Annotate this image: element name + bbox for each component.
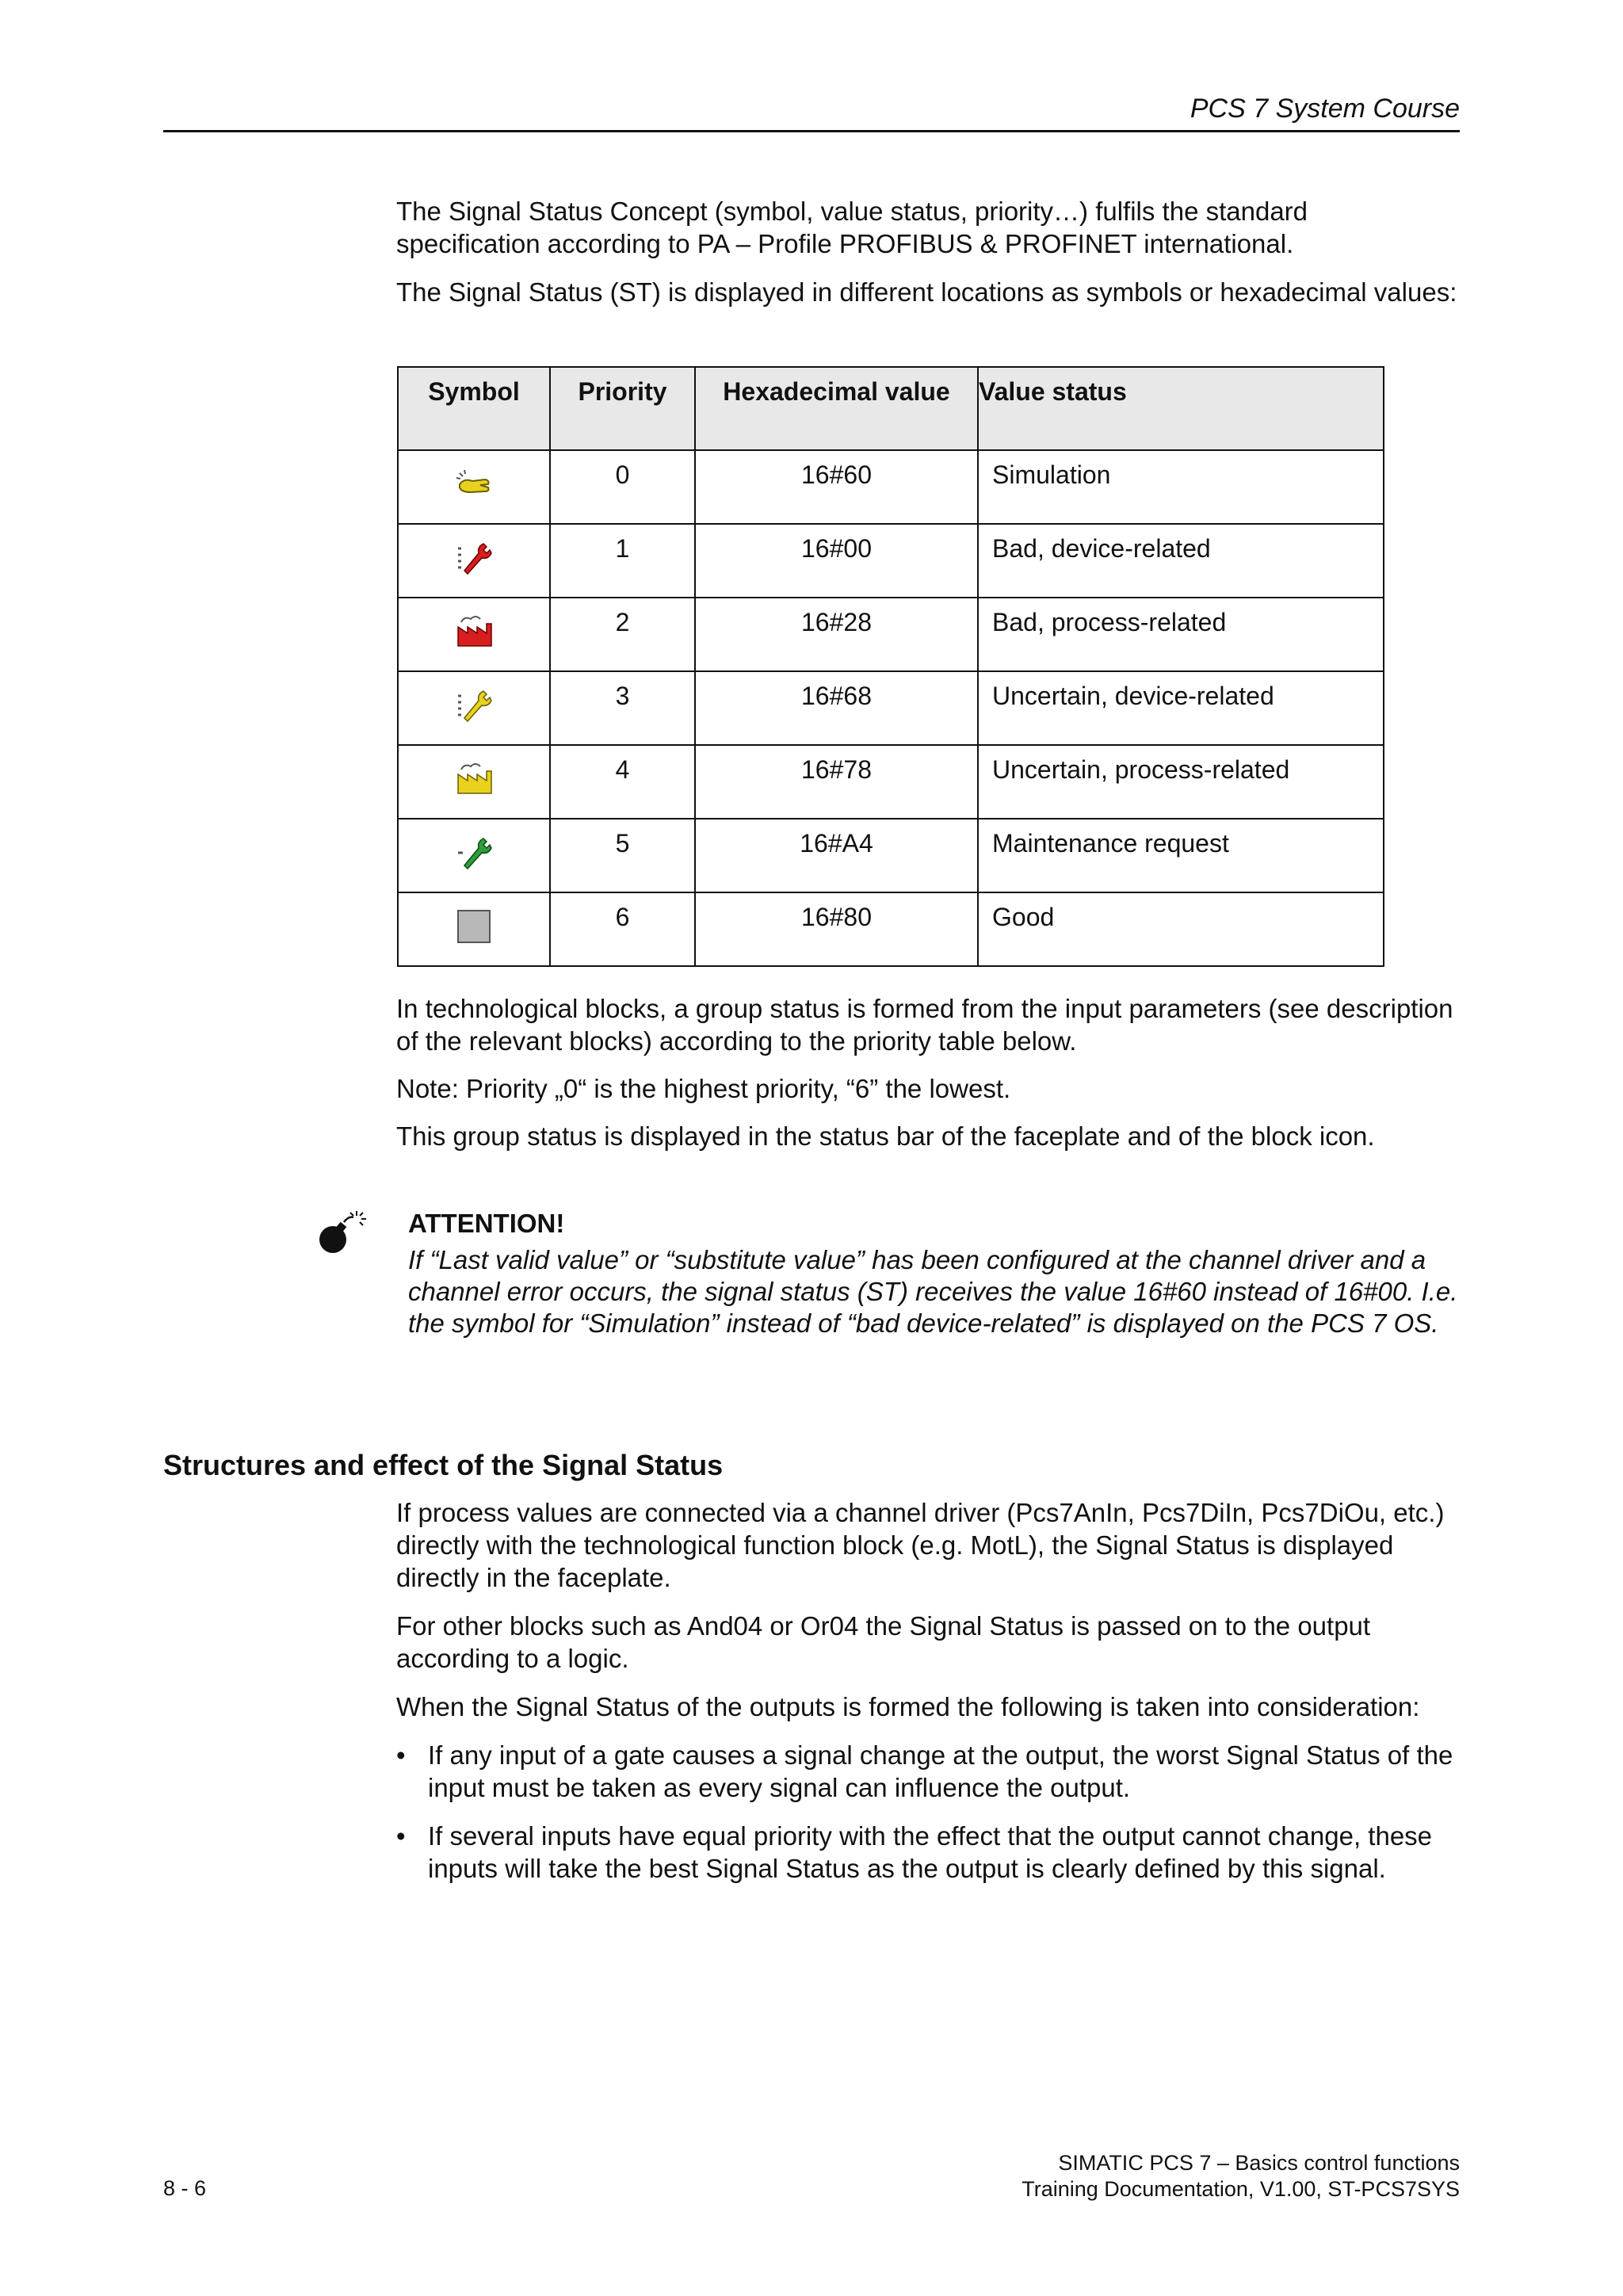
table-header-row [398,367,1384,450]
uncertain-process-factory-icon [453,758,495,800]
priority-cell: 2 [550,598,695,671]
priority-cell: 5 [550,819,695,892]
section-paragraph-3: When the Signal Status of the outputs is formed the following is taken into consideration: [396,1692,1420,1721]
structures-section [396,1496,1458,1901]
after-paragraph-1: In technological blocks, a group status is formed from the input parameters (see description of the relevant blocks) according to the priority table below. [396,994,1453,1056]
attention-body: If “Last valid value” or “substitute value” has been configured at the channel driver and a channel error occurs, the signal status (ST) receives the value 16#60 instead of 16#00. I.e. the symbol for “Simulation” instead of “bad device-related” is displayed on the PCS 7 OS. [408,1245,1458,1338]
status-cell: Maintenance request [978,819,1384,892]
hex-cell: 16#78 [695,745,978,819]
priority-cell: 1 [550,524,695,598]
table-row [398,671,1384,745]
table-row [398,450,1384,524]
hex-cell: 16#00 [695,524,978,598]
list-item-text: If any input of a gate causes a signal change at the output, the worst Signal Status of the input must be taken as every signal can influence the output. [428,1740,1453,1802]
hex-cell: 16#80 [695,892,978,966]
bullet-marker: • [396,1740,406,1770]
status-cell: Bad, process-related [978,598,1384,671]
header-title: PCS 7 System Course [1190,94,1460,124]
section-heading: Structures and effect of the Signal Status [163,1449,724,1481]
status-cell: Simulation [978,450,1384,524]
footer-line-2: Training Documentation, V1.00, ST-PCS7SYS [1022,2177,1460,2201]
list-item [396,1739,1458,1804]
status-cell: Good [978,892,1384,966]
header-value-status: Value status [978,367,1384,450]
simulation-hand-icon [453,464,495,505]
priority-cell: 0 [550,450,695,524]
hex-cell: 16#A4 [695,819,978,892]
table-row [398,745,1384,819]
maintenance-wrench-icon [453,832,495,873]
after-paragraph-3: This group status is displayed in the status bar of the faceplate and of the block icon. [396,1121,1375,1151]
status-cell: Uncertain, process-related [978,745,1384,819]
section-paragraph-2: For other blocks such as And04 or Or04 the Signal Status is passed on to the output according to a logic. [396,1611,1371,1673]
uncertain-device-wrench-icon [453,685,495,726]
footer-info [1022,2150,1460,2202]
hex-cell: 16#28 [695,598,978,671]
header-hex: Hexadecimal value [695,367,978,450]
list-item-text: If several inputs have equal priority with the effect that the output cannot change, these inputs will take the best Signal Status as the output is clearly defined by this signal. [428,1821,1433,1883]
table-row [398,524,1384,598]
bad-process-factory-icon [453,611,495,652]
after-table-section [396,992,1458,1167]
status-cell: Uncertain, device-related [978,671,1384,745]
bullet-list [396,1739,1458,1885]
section-paragraph-1: If process values are connected via a channel driver (Pcs7AnIn, Pcs7DiIn, Pcs7DiOu, etc.) directly with the technological function block (e.g. MotL), the Signal Status is displayed directly in the faceplate. [396,1498,1445,1592]
attention-box [408,1208,1462,1339]
bad-device-wrench-icon [453,537,495,579]
table-row [398,819,1384,892]
intro-section [396,195,1458,324]
bullet-marker: • [396,1821,406,1851]
footer-line-1: SIMATIC PCS 7 – Basics control functions [1058,2151,1460,2175]
priority-cell: 4 [550,745,695,819]
signal-status-table [397,366,1384,967]
header-rule [163,130,1460,132]
priority-cell: 3 [550,671,695,745]
intro-paragraph-1: The Signal Status Concept (symbol, value status, priority…) fulfils the standard specification according to PA – Profile PROFIBUS & PROFINET international. [396,197,1308,258]
page-number: 8 - 6 [163,2176,207,2200]
header-symbol: Symbol [398,367,550,450]
attention-heading: ATTENTION! [408,1209,565,1238]
intro-paragraph-2: The Signal Status (ST) is displayed in different locations as symbols or hexadecimal values: [396,277,1457,307]
priority-cell: 6 [550,892,695,966]
good-square-icon [453,906,495,947]
list-item [396,1820,1458,1885]
status-cell: Bad, device-related [978,524,1384,598]
after-paragraph-2: Note: Priority „0“ is the highest priority, “6” the lowest. [396,1074,1011,1103]
bomb-icon [314,1208,377,1259]
hex-cell: 16#68 [695,671,978,745]
table-row [398,598,1384,671]
table-row [398,892,1384,966]
hex-cell: 16#60 [695,450,978,524]
header-priority: Priority [550,367,695,450]
